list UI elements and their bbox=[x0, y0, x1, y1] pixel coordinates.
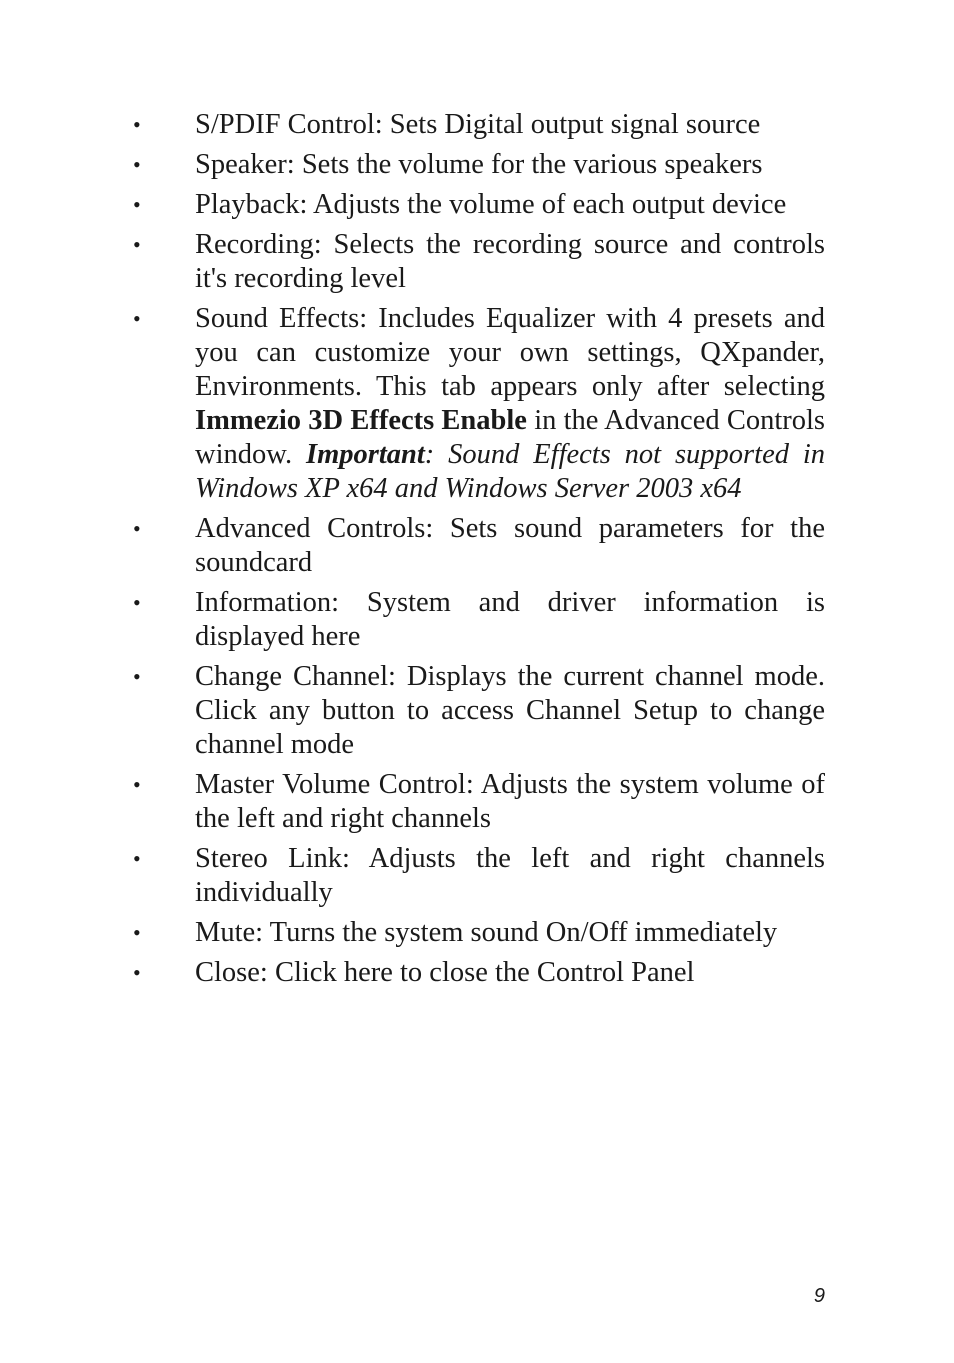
item-text: Speaker: Sets the volume for the various speakers bbox=[195, 149, 763, 180]
item-text: Recording: Selects the recording source and controls it's recording level bbox=[195, 229, 825, 294]
item-text: Sound Effects: Includes Equalizer with 4 presets and you can customize your own settings, QXpander, Environments. This tab appears only after selecting bbox=[195, 303, 825, 402]
page-number: 9 bbox=[813, 1285, 825, 1307]
list-item bbox=[133, 916, 825, 950]
bullet: • bbox=[133, 960, 141, 985]
bullet: • bbox=[133, 920, 141, 945]
item-text: Information: System and driver information is displayed here bbox=[195, 587, 825, 652]
item-text: Advanced Controls: Sets sound parameters for the soundcard bbox=[195, 513, 825, 578]
item-text: Stereo Link: Adjusts the left and right channels individually bbox=[195, 843, 825, 908]
list-item bbox=[133, 512, 825, 580]
list-item bbox=[133, 660, 825, 762]
bullet: • bbox=[133, 192, 141, 217]
bullet: • bbox=[133, 112, 141, 137]
bullet: • bbox=[133, 306, 141, 331]
list-item bbox=[133, 768, 825, 836]
item-text-after: in the Advanced Controls window. bbox=[195, 405, 826, 470]
list-item bbox=[133, 228, 825, 296]
bullet: • bbox=[133, 846, 141, 871]
item-bold-text: Immezio 3D Effects Enable bbox=[195, 405, 527, 436]
important-note: : Sound Effects not supported in Windows XP x64 and Windows Server 2003 x64 bbox=[195, 439, 825, 504]
item-text: Master Volume Control: Adjusts the system volume of the left and right channels bbox=[195, 769, 825, 834]
item-text: Mute: Turns the system sound On/Off immediately bbox=[195, 917, 778, 948]
list-item bbox=[133, 842, 825, 910]
bullet: • bbox=[133, 664, 141, 689]
bullet: • bbox=[133, 772, 141, 797]
bullet: • bbox=[133, 516, 141, 541]
item-text: Playback: Adjusts the volume of each output device bbox=[195, 189, 787, 220]
important-label: Important bbox=[305, 439, 425, 470]
item-text: S/PDIF Control: Sets Digital output signal source bbox=[195, 109, 761, 140]
list-item bbox=[133, 956, 825, 990]
bullet: • bbox=[133, 152, 141, 177]
item-text: Close: Click here to close the Control Panel bbox=[195, 957, 695, 988]
feature-list bbox=[133, 108, 825, 996]
item-text: Change Channel: Displays the current channel mode. Click any button to access Channel Setup to change channel mode bbox=[195, 661, 825, 760]
list-item-sound-effects bbox=[133, 302, 825, 506]
bullet: • bbox=[133, 590, 141, 615]
list-item bbox=[133, 108, 825, 142]
list-item bbox=[133, 586, 825, 654]
list-item bbox=[133, 188, 825, 222]
list-item bbox=[133, 148, 825, 182]
bullet: • bbox=[133, 232, 141, 257]
